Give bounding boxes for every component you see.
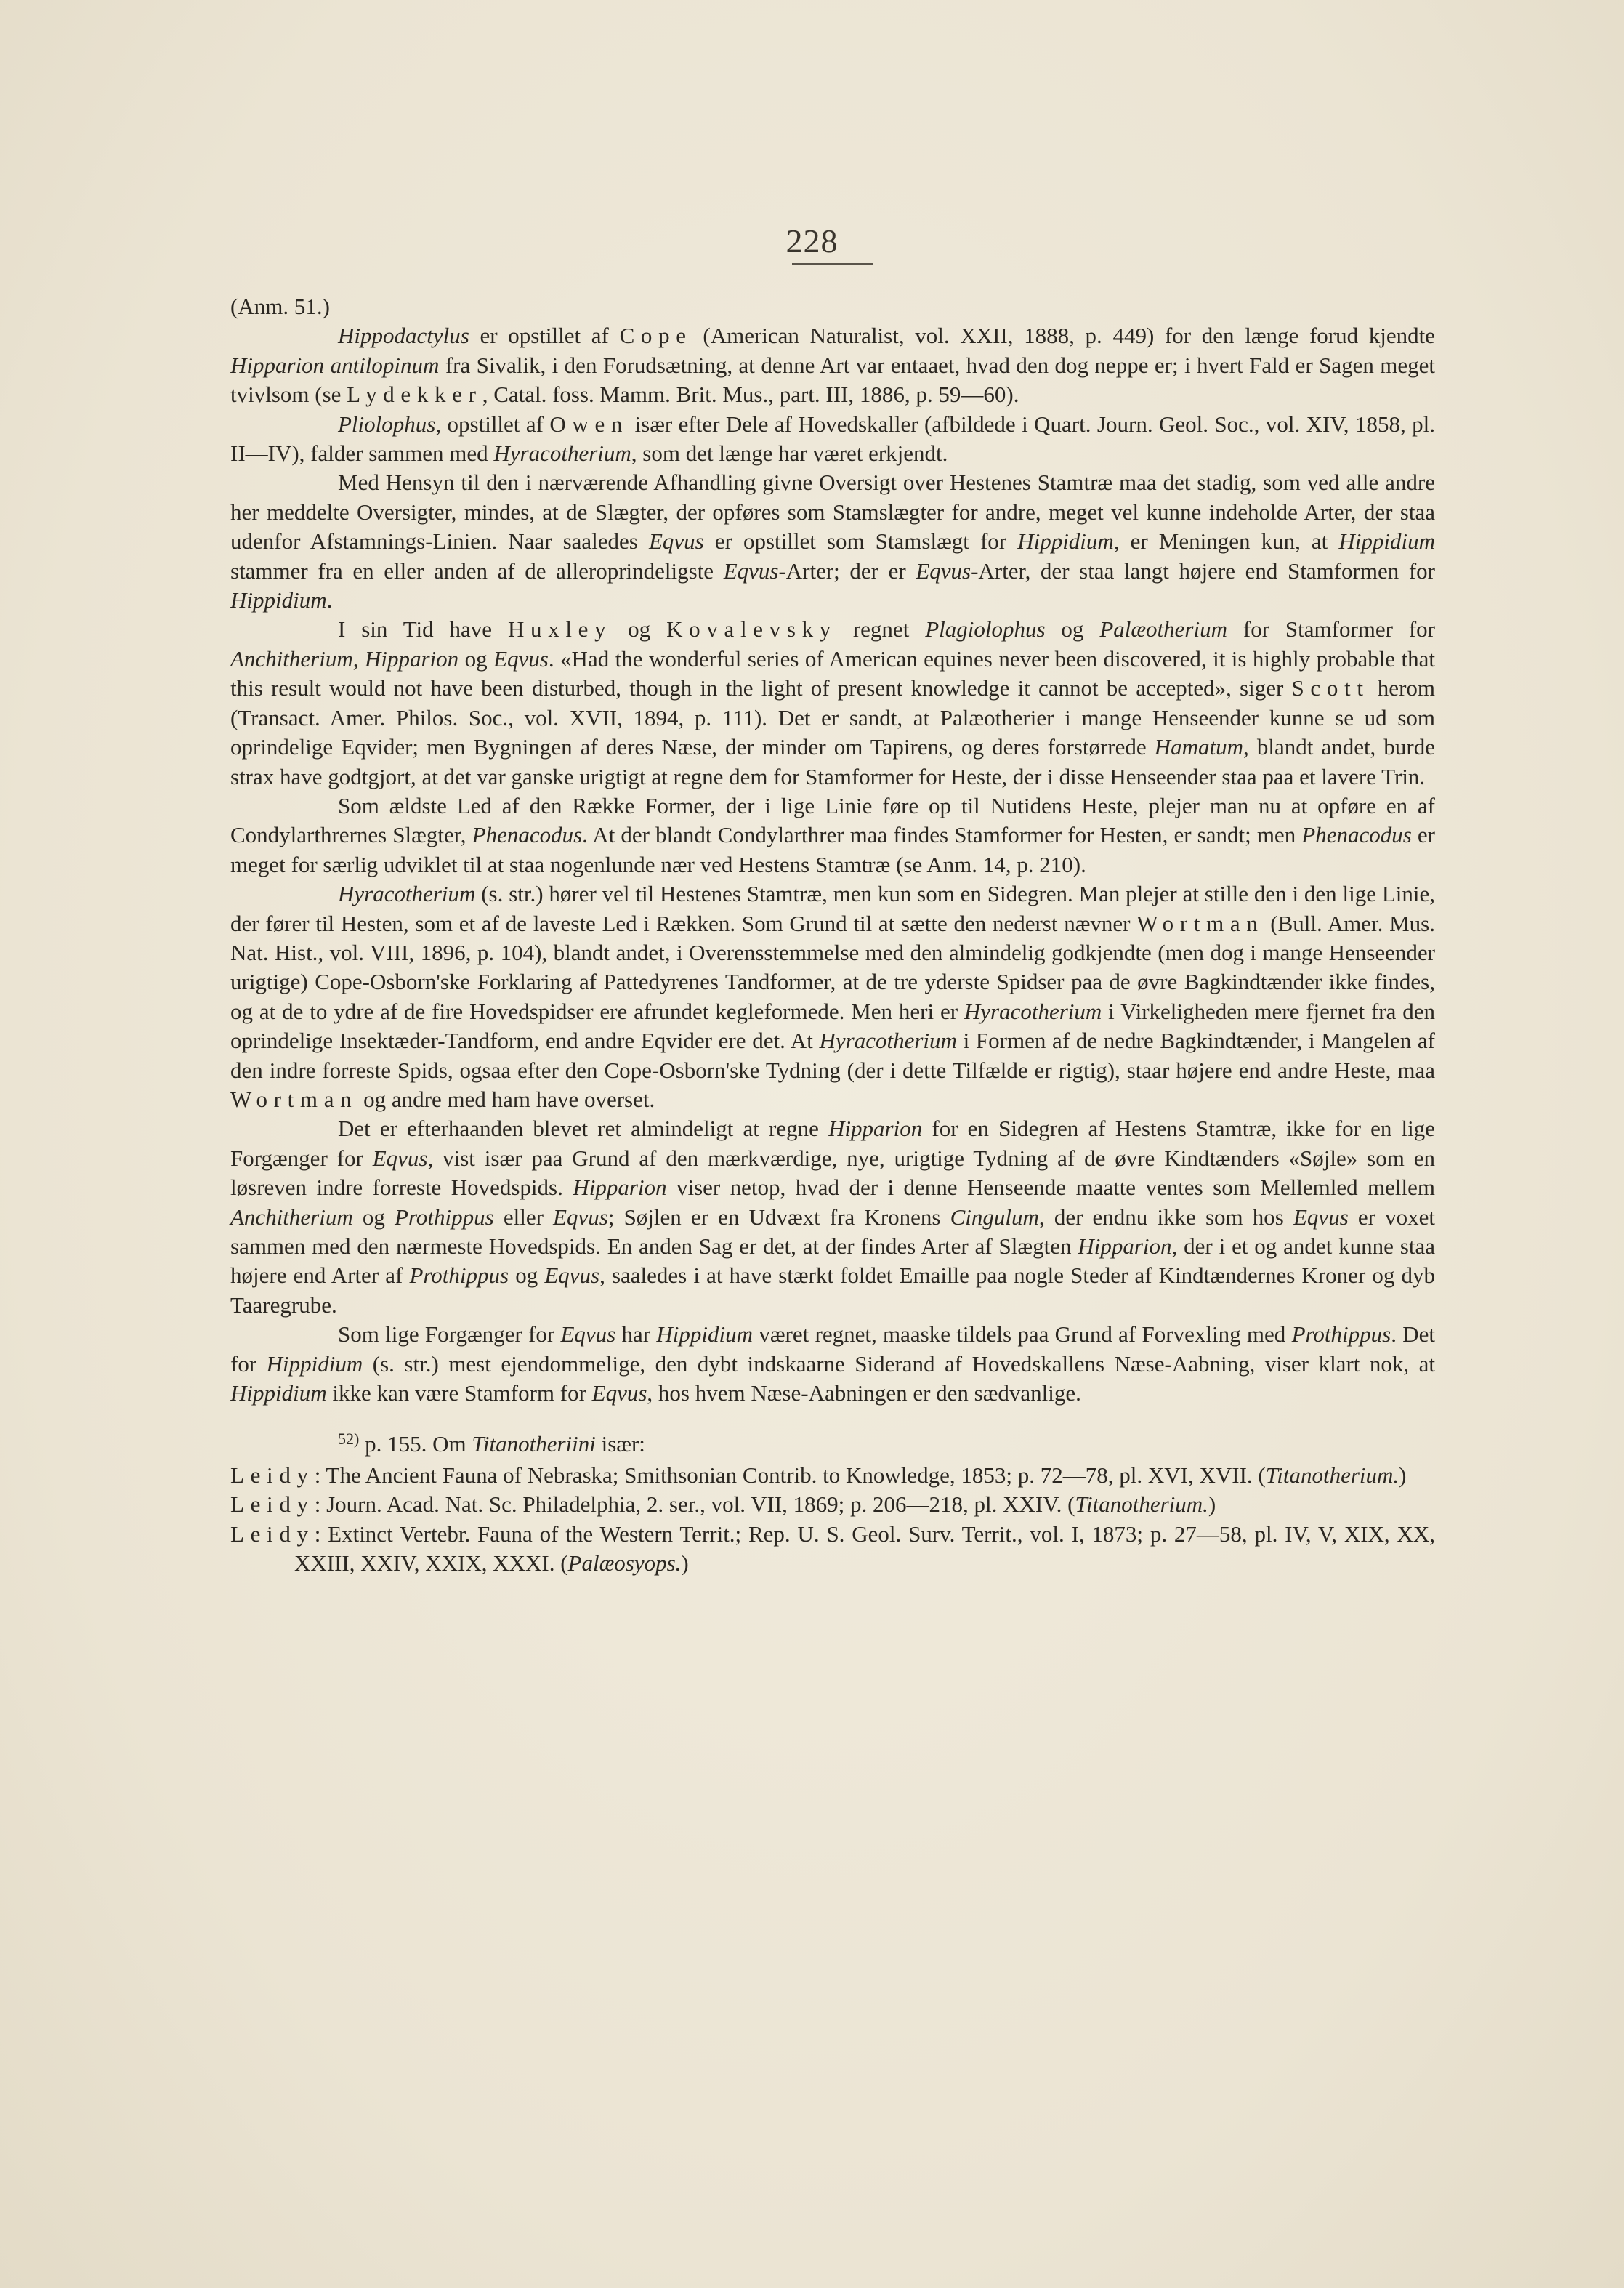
reference-r3 bbox=[230, 1520, 1435, 1579]
italic-term: Hipparion bbox=[828, 1116, 923, 1142]
spaced-name: Leidy bbox=[230, 1520, 315, 1547]
paragraph-p1 bbox=[230, 321, 1435, 409]
italic-term: Prothippus bbox=[395, 1204, 494, 1230]
paragraph-p6 bbox=[230, 879, 1435, 1114]
text-run: , blandt andet, burde strax have godtgjort, at det var ganske urigtigt at regne dem for Stamformer for Heste, der i disse Henseender staa paa et lavere Trin. bbox=[230, 734, 1435, 789]
text-run: , er Meningen kun, at bbox=[1113, 528, 1339, 555]
text-run: i Formen af de nedre Bagkindtænder, i Mangelen af den indre forreste Spids, ogsaa efter den Cope-Osborn'ske Tydning (der i dette Tilfælde er rigtig), staar højere end andre Heste, maa bbox=[230, 1028, 1436, 1083]
italic-term: Palæosyops. bbox=[567, 1550, 682, 1576]
italic-term: Eqvus bbox=[544, 1262, 600, 1289]
italic-term: Eqvus bbox=[1293, 1204, 1349, 1230]
text-run: og andre med ham have overset. bbox=[357, 1086, 655, 1112]
italic-term: Hipparion bbox=[1078, 1233, 1172, 1259]
italic-term: Hipparion antilopinum bbox=[230, 352, 440, 378]
text-run: ) bbox=[681, 1550, 689, 1576]
paragraph-p5 bbox=[230, 791, 1435, 879]
italic-term: Prothippus bbox=[409, 1262, 509, 1289]
italic-term: Hippidium bbox=[1017, 528, 1114, 555]
text-run: (s. str.) mest ejendommelige, den dybt indskaarne Siderand af Hovedskallens Næse-Aabning, viser klart nok, at bbox=[363, 1350, 1435, 1377]
text-run: herom (Transact. Amer. Philos. Soc., vol. XVII, 1894, p. 111). Det er sandt, at Palæotherier i mange Henseender kunne se ud som oprindelige Eqvider; men Bygningen af deres Næse, der minder om Tapirens, og deres forstørrede bbox=[230, 675, 1436, 760]
italic-term: Hyracotherium bbox=[493, 440, 631, 467]
italic-term: Hippidium bbox=[230, 587, 327, 613]
italic-term: Titanotherium. bbox=[1075, 1491, 1208, 1518]
italic-term: Pliolophus bbox=[338, 411, 436, 437]
text-run: , som det længe har været erkjendt. bbox=[631, 440, 948, 467]
text-run: p. 155. Om bbox=[359, 1431, 472, 1457]
note-52 bbox=[230, 1430, 1435, 1578]
text-run: . «Had the wonderful series of American equines never been discovered, it is highly probable that this result would not have been disturbed, though in the light of present knowledge it cannot be accepted», siger bbox=[230, 645, 1436, 701]
text-run: og bbox=[612, 616, 667, 643]
italic-term: Hyracotherium bbox=[819, 1028, 957, 1054]
paragraph-list bbox=[230, 321, 1435, 1408]
italic-term: Hippidium bbox=[1338, 528, 1435, 555]
text-run: Som lige Forgænger for bbox=[338, 1321, 561, 1348]
paragraph-p8 bbox=[230, 1320, 1435, 1408]
text-run: især efter Dele af Hovedskaller (afbildede i Quart. Journ. Geol. Soc., vol. XIV, 1858, pl. II—IV), falder sammen med bbox=[230, 411, 1435, 467]
spaced-name: Wortman bbox=[1136, 910, 1264, 936]
text-run: er meget for særlig udviklet til at staa nogenlunde nær ved Hestens Stamtræ (se Anm. 14, p. 210). bbox=[230, 822, 1435, 877]
italic-term: Phenacodus bbox=[1301, 822, 1412, 848]
text-run: og bbox=[352, 1204, 395, 1230]
paragraph-p4 bbox=[230, 615, 1435, 791]
text-run: , der endnu ikke som hos bbox=[1038, 1204, 1293, 1230]
spaced-name: Lydekker bbox=[347, 382, 482, 408]
italic-term: Hippidium bbox=[266, 1350, 363, 1377]
italic-term: Prothippus bbox=[1291, 1321, 1391, 1348]
text-run: : Extinct Vertebr. Fauna of the Western Territ.; Rep. U. S. Geol. Surv. Territ., vol. I, 1873; p. 27—58, pl. IV, V, XIX, XX, XXIII, XXIV, XXIX, XXXI. ( bbox=[294, 1520, 1435, 1576]
italic-term: Titanotherium. bbox=[1265, 1462, 1399, 1488]
text-run: : Journ. Acad. Nat. Sc. Philadelphia, 2. ser., vol. VII, 1869; p. 206—218, pl. XXIV. ( bbox=[314, 1491, 1075, 1518]
note-52-number: 52) bbox=[338, 1430, 360, 1449]
text-run: -Arter; der er bbox=[778, 557, 916, 584]
text-run: for en Sidegren af Hestens Stamtræ, ikke for en lige Forgænger for bbox=[230, 1116, 1435, 1171]
italic-term: Anchitherium bbox=[230, 1204, 353, 1230]
italic-term: Palæotherium bbox=[1099, 616, 1227, 643]
reference-r1 bbox=[230, 1461, 1435, 1490]
text-run: eller bbox=[493, 1204, 554, 1230]
text-run: er opstillet af bbox=[469, 323, 620, 349]
italic-term: Hyracotherium bbox=[338, 881, 476, 907]
text-run: har bbox=[615, 1321, 657, 1348]
paragraph-p7 bbox=[230, 1114, 1435, 1320]
spaced-name: Leidy bbox=[230, 1491, 315, 1518]
italic-term: Hyracotherium bbox=[964, 998, 1102, 1024]
spaced-name: Owen bbox=[549, 411, 629, 437]
text-run: ) bbox=[1208, 1491, 1216, 1518]
text-run: I sin Tid have bbox=[338, 616, 508, 643]
text-run: ) bbox=[1399, 1462, 1407, 1488]
text-run: været regnet, maaske tildels paa Grund af Forvexling med bbox=[753, 1321, 1292, 1348]
text-run: ; Søjlen er en Udvæxt fra Kronens bbox=[607, 1204, 950, 1230]
italic-term: Phenacodus bbox=[472, 822, 583, 848]
text-run: , der i et og andet kunne staa højere end Arter af bbox=[230, 1233, 1435, 1289]
text-run: Det er efterhaanden blevet ret almindeligt at regne bbox=[338, 1116, 829, 1142]
italic-term: Eqvus bbox=[916, 557, 971, 584]
spaced-name: Cope bbox=[619, 323, 692, 349]
text-run: , Catal. foss. Mamm. Brit. Mus., part. III, 1886, p. 59—60). bbox=[482, 382, 1019, 408]
text-run: , saaledes i at have stærkt foldet Emaille paa nogle Steder af Kindtændernes Kroner og dyb Taaregrube. bbox=[230, 1262, 1435, 1318]
text-run: især: bbox=[595, 1431, 645, 1457]
text-run: (American Naturalist, vol. XXII, 1888, p. 449) for den længe forud kjendte bbox=[692, 323, 1436, 349]
italic-term: Eqvus bbox=[591, 1380, 647, 1406]
text-run: ikke kan være Stamform for bbox=[326, 1380, 592, 1406]
text-run: i Virkeligheden mere fjernet fra den oprindelige Insektæder-Tandform, end andre Eqvider ere det. At bbox=[230, 998, 1435, 1054]
text-run: : The Ancient Fauna of Nebraska; Smithsonian Contrib. to Knowledge, 1853; p. 72—78, pl. XVI, XVII. ( bbox=[314, 1462, 1266, 1488]
text-run: og bbox=[509, 1262, 545, 1289]
spaced-name: Leidy bbox=[230, 1462, 315, 1488]
text-run: -Arter, der staa langt højere end Stamformen for bbox=[971, 557, 1435, 584]
text-run: er voxet sammen med den nærmeste Hovedspids. En anden Sag er det, at der findes Arter af Slægten bbox=[230, 1204, 1436, 1259]
italic-term: Cingulum bbox=[950, 1204, 1039, 1230]
italic-term: Hipparion bbox=[573, 1175, 667, 1201]
text-run: regnet bbox=[836, 616, 926, 643]
spaced-name: Huxley bbox=[507, 616, 613, 643]
text-run: stammer fra en eller anden af de alleroprindeligste bbox=[230, 557, 724, 584]
italic-term: Hippodactylus bbox=[338, 323, 469, 349]
italic-term: Eqvus bbox=[372, 1145, 428, 1171]
text-run: og bbox=[1045, 616, 1100, 643]
italic-term: Eqvus bbox=[560, 1321, 616, 1348]
reference-r2 bbox=[230, 1490, 1435, 1519]
spaced-name: Scott bbox=[1291, 675, 1370, 701]
italic-term: Hippidium bbox=[656, 1321, 754, 1348]
text-run: , opstillet af bbox=[435, 411, 550, 437]
italic-term: Titanotheriini bbox=[472, 1431, 596, 1457]
italic-term: Eqvus bbox=[648, 528, 704, 555]
note-52-heading-text bbox=[359, 1431, 645, 1457]
text-run: og bbox=[458, 645, 494, 672]
body-text bbox=[230, 292, 1435, 1578]
italic-term: Eqvus bbox=[493, 645, 549, 672]
reference-list bbox=[230, 1461, 1435, 1579]
italic-term: Anchitherium, Hipparion bbox=[230, 645, 459, 672]
spaced-name: Wortman bbox=[230, 1086, 358, 1112]
text-run: . At der blandt Condylarthrer maa findes Stamformer for Hesten, er sandt; men bbox=[582, 822, 1302, 848]
paragraph-p2 bbox=[230, 410, 1435, 469]
note-52-heading bbox=[230, 1430, 1435, 1459]
text-run: (s. str.) hører vel til Hestenes Stamtræ, men kun som en Sidegren. Man plejer at stille den i den lige Linie, der fører til Hesten, som et af de laveste Led i Rækken. Som Grund til at sætte den nederst nævner bbox=[230, 881, 1435, 936]
text-run: Med Hensyn til den i nærværende Afhandling givne Oversigt over Hestenes Stamtræ maa det stadig, som ved alle andre her meddelte Oversigter, mindes, at de Slægter, der opføres som Stamslægter for andre, meget vel kunne indeholde Arter, der staa udenfor Afstamnings-Linien. Naar saaledes bbox=[230, 470, 1435, 555]
text-run: . Det for bbox=[230, 1321, 1436, 1377]
text-run: , vist især paa Grund af den mærkværdige, nye, urigtige Tydning af de øvre Kindtænders «Søjle» som en løsreven indre forreste Hovedspids. bbox=[230, 1145, 1435, 1201]
text-run: (Bull. Amer. Mus. Nat. Hist., vol. VIII, 1896, p. 104), blandt andet, i Overensstemmelse med den almindelig godkjendte (men dog i mange Henseender urigtige) Cope-Osborn'ske Forklaring af Pattedyrenes Tandformer, at de tre yderste Spidser paa de øvre Bagkindtænder ikke findes, og at de to ydre af de fire Hovedspidser ere afrundet kegleformede. Men heri er bbox=[230, 910, 1435, 1024]
page-number-rule bbox=[792, 263, 873, 265]
text-run: . bbox=[326, 587, 333, 613]
text-run: , hos hvem Næse-Aabningen er den sædvanlige. bbox=[647, 1380, 1081, 1406]
italic-term: Hippidium bbox=[230, 1380, 327, 1406]
italic-term: Plagiolophus bbox=[925, 616, 1046, 643]
spaced-name: Kovalevsky bbox=[666, 616, 837, 643]
page-number: 228 bbox=[785, 222, 839, 259]
paragraph-p3 bbox=[230, 468, 1435, 615]
text-run: fra Sivalik, i den Forudsætning, at denne Art var entaaet, hvad den dog neppe er; i hvert Fald er Sagen meget tvivlsom (se bbox=[230, 352, 1436, 408]
italic-term: Hamatum bbox=[1154, 734, 1243, 760]
italic-term: Eqvus bbox=[553, 1204, 608, 1230]
note-reference-label: (Anm. 51.) bbox=[230, 294, 330, 319]
italic-term: Eqvus bbox=[723, 557, 779, 584]
text-run: for Stamformer for bbox=[1227, 616, 1436, 643]
text-run: Som ældste Led af den Række Former, der i lige Linie føre op til Nutidens Heste, plejer man nu at opføre en af Condylarthrernes Slægter, bbox=[230, 792, 1435, 848]
text-run: viser netop, hvad der i denne Henseende maatte ventes som Mellemled mellem bbox=[666, 1175, 1435, 1201]
text-run: er opstillet som Stamslægt for bbox=[703, 528, 1018, 555]
